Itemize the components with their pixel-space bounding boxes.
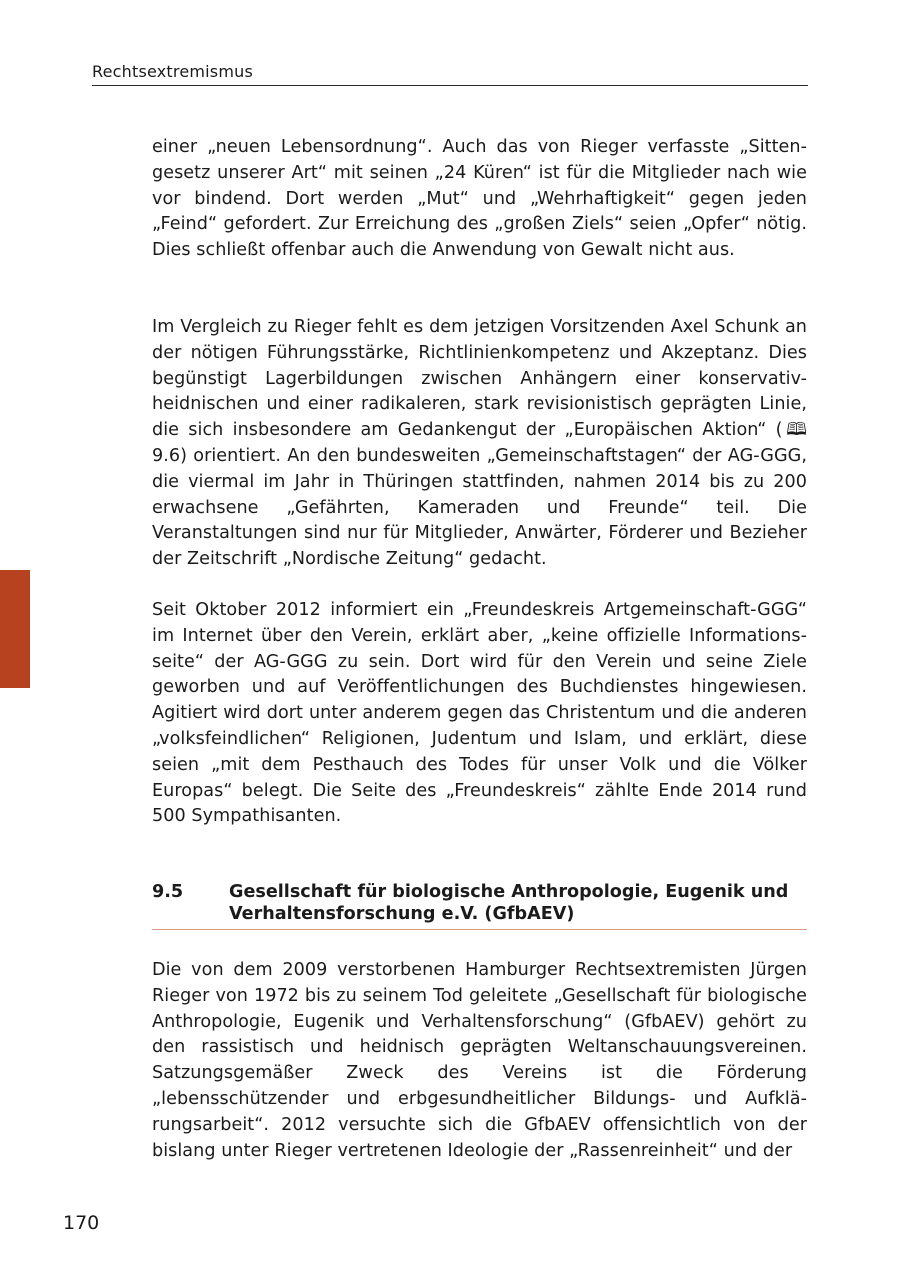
paragraph-4: Die von dem 2009 verstorbenen Hamburger Rechtsextremisten Jürgen Rieger von 1972 bis zu seinem Tod geleitete „Gesellschaft für biologische Anthropologie, Eugenik und Verhaltensforschung“ (GfbAEV) gehört zu den rassistisch und heidnisch geprägten Weltanschauungsvereinen. Satzungsgemäßer Zweck des Vereins ist die Förderung „lebensschützender und erbgesundheitlicher Bildungs- und Aufklärungsarbeit“. 2012 versuchte sich die GfbAEV offensichtlich von der bislang unter Rieger vertretenen Ideologie der „Rassenreinheit“ und der (152, 960, 807, 1161)
paragraph-2: Im Vergleich zu Rieger fehlt es dem jetzigen Vorsitzenden Axel Schunk an der nötigen Führungsstärke, Richtlinienkompetenz und Akzeptanz. Dies begünstigt Lagerbildungen zwischen Anhängern einer konservativ-heidnischen und einer radikaleren, stark revisionistisch geprägten Linie, die sich insbesondere am Gedankengut der „Europäischen Aktion“ (🕮 9.6) orientiert. An den bundesweiten „Gemeinschaftstagen“ der AG-GGG, die viermal im Jahr in Thüringen stattfinden, nahmen 2014 bis zu 200 erwachsene „Gefährten, Kameraden und Freunde“ teil. Die Veranstaltungen sind nur für Mitglieder, Anwärter, Förderer und Bezieher der Zeitschrift „Nordische Zeitung“ gedacht. (152, 317, 807, 570)
running-header (92, 60, 808, 86)
paragraph-1: einer „neuen Lebensordnung“. Auch das von Rieger verfasste „Sittengesetz unserer Art“ mit seinen „24 Küren“ ist für die Mitglieder nach wie vor bindend. Dort werden „Mut“ und „Wehrhaftigkeit“ gegen jeden „Feind“ gefordert. Zur Erreichung des „großen Ziels“ seien „Opfer“ nötig. Dies schließt offenbar auch die Anwendung von Gewalt nicht aus. (152, 137, 807, 261)
page-number: 170 (63, 1212, 100, 1234)
paragraph-3: Seit Oktober 2012 informiert ein „Freundeskreis Artgemeinschaft-GGG“ im Internet über den Verein, erklärt aber, „keine offizielle Informationsseite“ der AG-GGG zu sein. Dort wird für den Verein und seine Ziele geworben und auf Veröffentlichungen des Buchdienstes hingewiesen. Agitiert wird dort unter anderem gegen das Christentum und die anderen „volksfeindlichen“ Religionen, Judentum und Islam, und erklärt, diese seien „mit dem Pesthauch des Todes für unser Volk und die Völker Europas“ belegt. Die Seite des „Freundeskreis“ zählte Ende 2014 rund 500 Sympathisanten. (152, 600, 807, 827)
running-title: Rechtsextremismus (92, 62, 253, 81)
section-title: Gesellschaft für biologische Anthropologie, Eugenik und Verhaltensforschung e.V. (GfbAEV) (229, 882, 789, 924)
section-number: 9.5 (152, 882, 184, 902)
chapter-edge-tab (0, 570, 30, 688)
section-heading (152, 881, 807, 930)
